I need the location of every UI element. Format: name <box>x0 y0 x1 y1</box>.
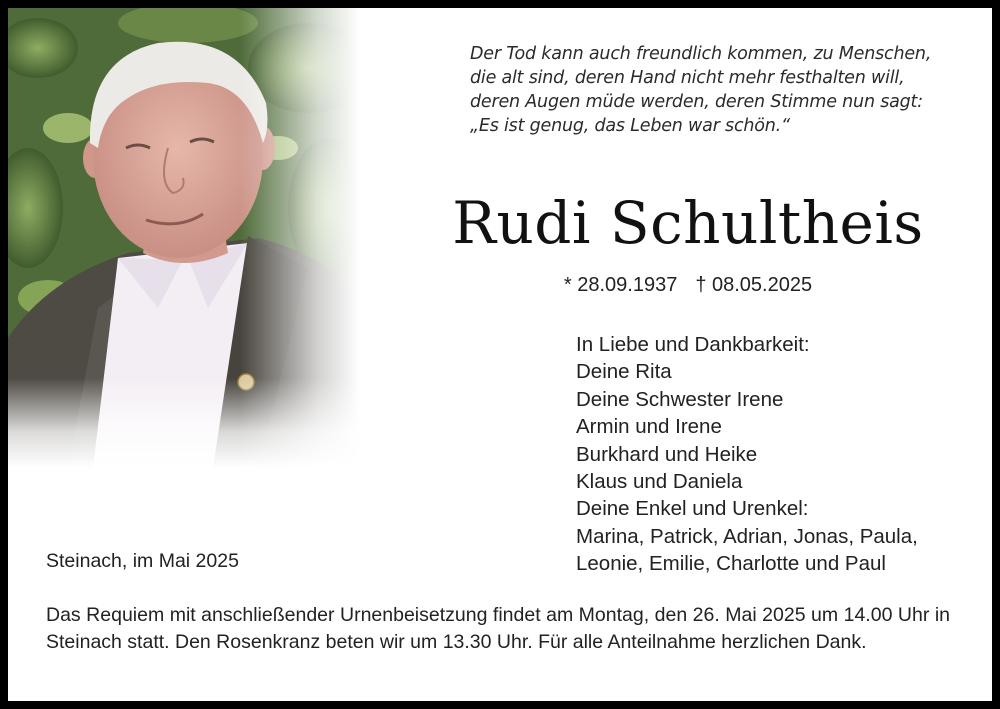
service-announcement: Das Requiem mit anschließender Urnenbeisetzung findet am Montag, den 26. Mai 2025 um 14.00 Uhr in Steinach statt. Den Rosenkranz beten wir um 13.30 Uhr. Für alle Anteilnahme herzlichen Dank. <box>46 604 950 653</box>
quote-line: Der Tod kann auch freundlich kommen, zu Menschen, <box>470 44 932 64</box>
quote-line: die alt sind, deren Hand nicht mehr festhalten will, <box>470 68 905 88</box>
life-dates <box>428 272 948 298</box>
mourner-line: Marina, Patrick, Adrian, Jonas, Paula, <box>576 524 918 548</box>
mourner-line: Deine Rita <box>576 360 672 384</box>
mourners-list <box>576 331 992 578</box>
mourners-heading: In Liebe und Dankbarkeit: <box>576 333 810 356</box>
deceased-name: Rudi Schultheis <box>452 189 924 257</box>
death-date: † 08.05.2025 <box>695 274 813 296</box>
quote-line: „Es ist genug, das Leben war schön.“ <box>470 116 790 136</box>
memorial-quote <box>470 42 990 138</box>
birth-date: * 28.09.1937 <box>563 274 678 296</box>
place-and-date: Steinach, im Mai 2025 <box>46 550 239 572</box>
mourner-line: Deine Schwester Irene <box>576 387 784 411</box>
mourner-line: Klaus und Daniela <box>576 470 743 494</box>
quote-line: deren Augen müde werden, deren Stimme nun sagt: <box>470 92 923 112</box>
portrait-photo <box>8 8 360 468</box>
mourner-line: Leonie, Emilie, Charlotte und Paul <box>576 552 886 576</box>
mourner-line: Armin und Irene <box>576 415 722 439</box>
photo-fade-bottom <box>8 378 360 468</box>
mourner-line: Burkhard und Heike <box>576 442 758 466</box>
mourner-line: Deine Enkel und Urenkel: <box>576 497 809 521</box>
obituary-card <box>8 8 992 701</box>
